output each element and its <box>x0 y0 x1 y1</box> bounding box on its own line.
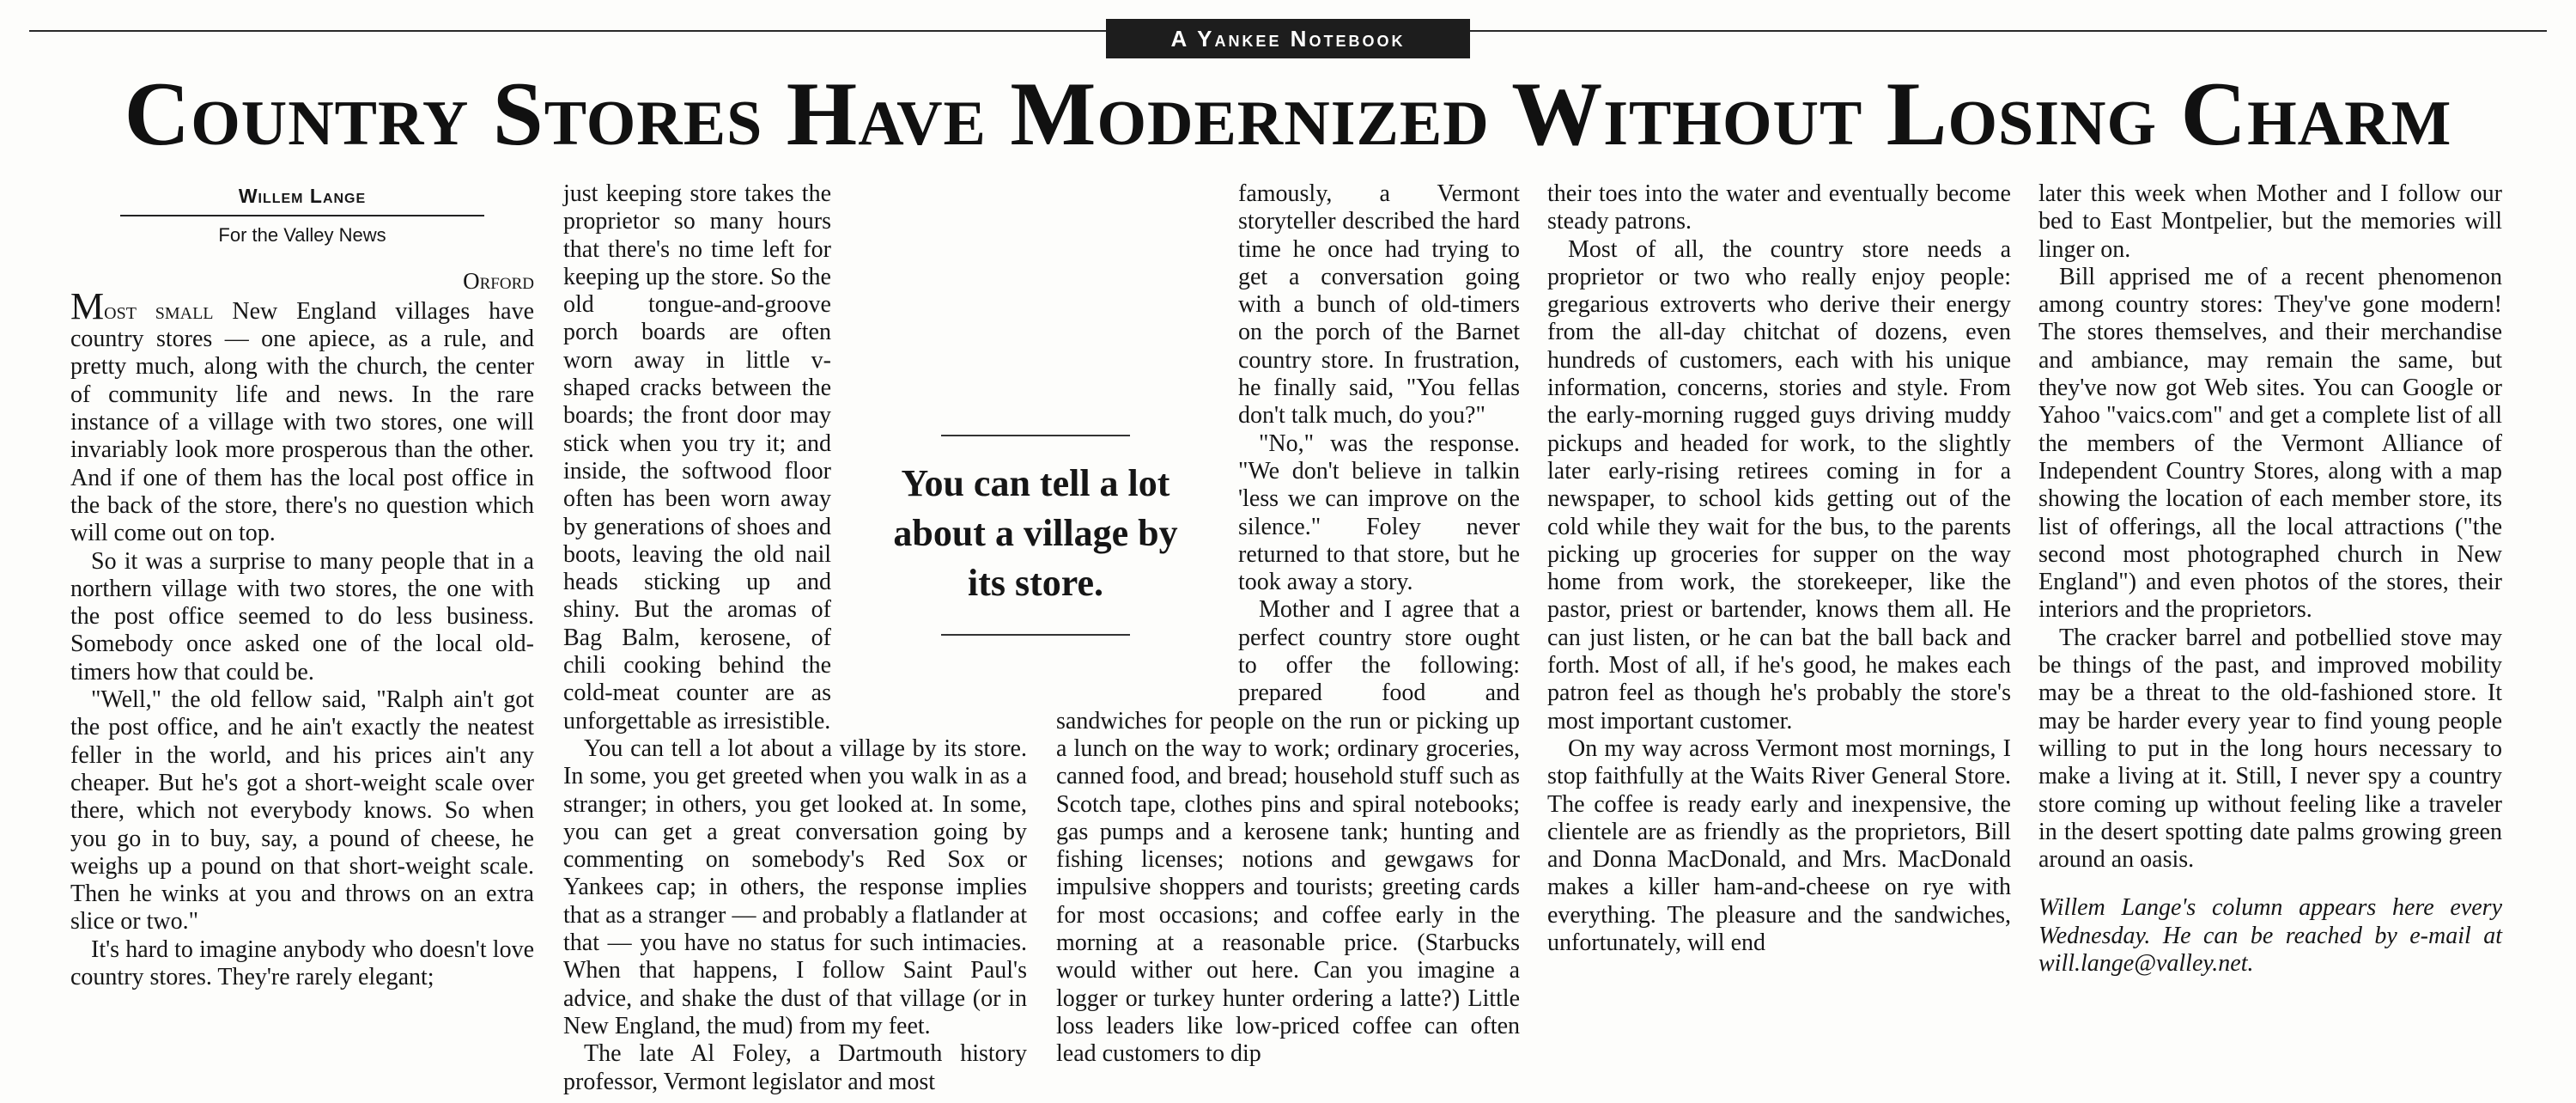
lead-in: ost small <box>104 297 214 325</box>
byline-org: For the Valley News <box>218 224 386 247</box>
paragraph: "No," was the response. "We don't believe in talkin 'less we can improve on the silence." Foley never returned to that store, but he took away a story. <box>1238 430 1520 596</box>
paragraph: "Well," the old fellow said, "Ralph ain't got the post office, and he ain't exactly the neatest feller in the world, and his prices ain't any cheaper. But he's got a short-weight scale over there, which not everybody knows. So when you go in to buy, say, a pound of cheese, he weighs up a pound on that short-weight scale. Then he winks at you and throws on an extra slice or two." <box>70 686 534 935</box>
paragraph: Most of all, the country store needs a proprietor or two who really enjoy people: gregarious extroverts who derive their energy from the all-day chitchat of dozens, even hundreds of customers, each with his unique information, concerns, stories and style. From the early-morning rugged guys driving muddy pickups and headed for work, to the slightly later early-rising retirees coming in for a newspaper, to school kids getting out of the cold while they wait for the bus, to the parents picking up groceries for supper on the way home from work, the storekeeper, like the pastor, priest or bartender, knows them all. He can just listen, or he can bat the ball back and forth. Most of all, if he's good, he makes each patron feel as though he's probably the store's most important customer. <box>1547 235 2011 734</box>
paragraph: On my way across Vermont most mornings, I stop faithfully at the Waits River General Store. The coffee is ready early and inexpensive, the clientele are as friendly as the proprietors, Bill and Donna MacDonald, and Mrs. MacDonald makes a killer ham-and-cheese on rye with everything. The pleasure and the sandwiches, unfortunately, will end <box>1547 734 2011 957</box>
paragraph: famously, a Vermont storyteller described the hard time he once had trying to get a conversation going with a bunch of old-timers on the porch of the Barnet country store. In frustration, he finally said, "You fellas don't talk much, do you?" <box>1238 180 1520 430</box>
top-rule-left <box>29 30 1106 32</box>
headline: Country Stores Have Modernized Without Losing Charm <box>124 64 2452 164</box>
dateline: Orford <box>463 267 534 294</box>
pull-quote-text: You can tell a lot about a village by its store. <box>893 462 1178 604</box>
byline-rule <box>120 215 484 216</box>
paragraph: You can tell a lot about a village by its store. In some, you get greeted when you walk in as a stranger; in others, you get looked at. In some, you can get a great conversation going by commenting on somebody's Red Sox or Yankees cap; in others, the response implies that as a stranger — and probably a flatlander at that — you have no status for such intimacies. When that happens, I follow Saint Paul's advice, and shake the dust of that village (or in New England, the mud) from my feet. <box>563 734 1027 1039</box>
drop-cap: M <box>70 284 105 327</box>
article-column-1 <box>70 182 534 991</box>
paragraph <box>70 284 534 548</box>
pull-quote-rule-bottom <box>941 634 1130 636</box>
article-column-4 <box>1547 180 2011 957</box>
paragraph: The late Al Foley, a Dartmouth history professor, Vermont legislator and most <box>563 1040 1027 1095</box>
paragraph: Bill apprised me of a recent phenomenon among country stores: They've gone modern! The stores themselves, and their merchandise and ambiance, may remain the same, but they've now got Web sites. You can Google or Yahoo "vaics.com" and get a complete list of all the members of the Vermont Alliance of Independent Country Stores, along with a map showing the location of each member store, its list of offerings, all the local attractions ("the second most photographed church in New England") and even photos of the stores, their interiors and the proprietors. <box>2038 263 2502 624</box>
paragraph: So it was a surprise to many people that in a northern village with two stores, the one with the post office seemed to do less business. Somebody once asked one of the local old-timers how that could be. <box>70 547 534 686</box>
paragraph: The cracker barrel and potbellied stove may be things of the past, and improved mobility may be a threat to the old-fashioned store. It may be harder every year to find young people willing to put in the long hours necessary to make a living at it. Still, I never spy a country store coming up without feeling like a traveler in the desert spotting date palms growing green around an oasis. <box>2038 624 2502 874</box>
paragraph: It's hard to imagine anybody who doesn't love country stores. They're rarely elegant; <box>70 935 534 991</box>
section-kicker: A Yankee Notebook <box>1106 19 1470 58</box>
paragraph: later this week when Mother and I follow our bed to East Montpelier, but the memories will linger on. <box>2038 180 2502 263</box>
top-rule-right <box>1470 30 2547 32</box>
article-column-2 <box>563 180 1027 1096</box>
paragraph: just keeping store takes the proprietor so many hours that there's no time left for keeping up the store. So the old tongue-and-groove porch boards are often worn away in little v-shaped cracks between the boards; the front door may stick when you try it; and inside, the softwood floor often has been worn away by generations of shoes and boots, leaving the old nail heads sticking up and shiny. But the aromas of Bag Balm, kerosene, of chili cooking behind the cold-meat counter are as unforgettable as irresistible. <box>563 180 831 734</box>
paragraph: Mother and I agree that a perfect country store ought to offer the following: prepared food and sandwiches for people on the run or picking up a lunch on the way to work; ordinary groceries, canned food, and bread; household stuff such as Scotch tape, clothes pins and spiral notebooks; gas pumps and a kerosene tank; hunting and fishing licenses; notions and gewgaws for impulsive shoppers and tourists; greeting cards for most occasions; and coffee early in the morning at a reasonable price. (Starbucks would wither out here. Can you imagine a logger or turkey hunter ordering a latte?) Little loss leaders like low-priced coffee can often lead customers to dip <box>1056 596 1520 1068</box>
paragraph-text: New England villages have country stores — one apiece, as a rule, and pretty much, along with the church, the center of community life and news. In the rare instance of a village with two stores, one will invariably look more prosperous than the other. And if one of them has the local post office in the back of the store, there's no question which will come out on top. <box>70 297 534 547</box>
byline-name: Willem Lange <box>238 185 367 207</box>
author-tagline: Willem Lange's column appears here every Wednesday. He can be reached by e-mail at will.lange@valley.net. <box>2038 894 2502 978</box>
pull-quote <box>891 435 1180 636</box>
article-column-5 <box>2038 180 2502 978</box>
paragraph: their toes into the water and eventually become steady patrons. <box>1547 180 2011 235</box>
